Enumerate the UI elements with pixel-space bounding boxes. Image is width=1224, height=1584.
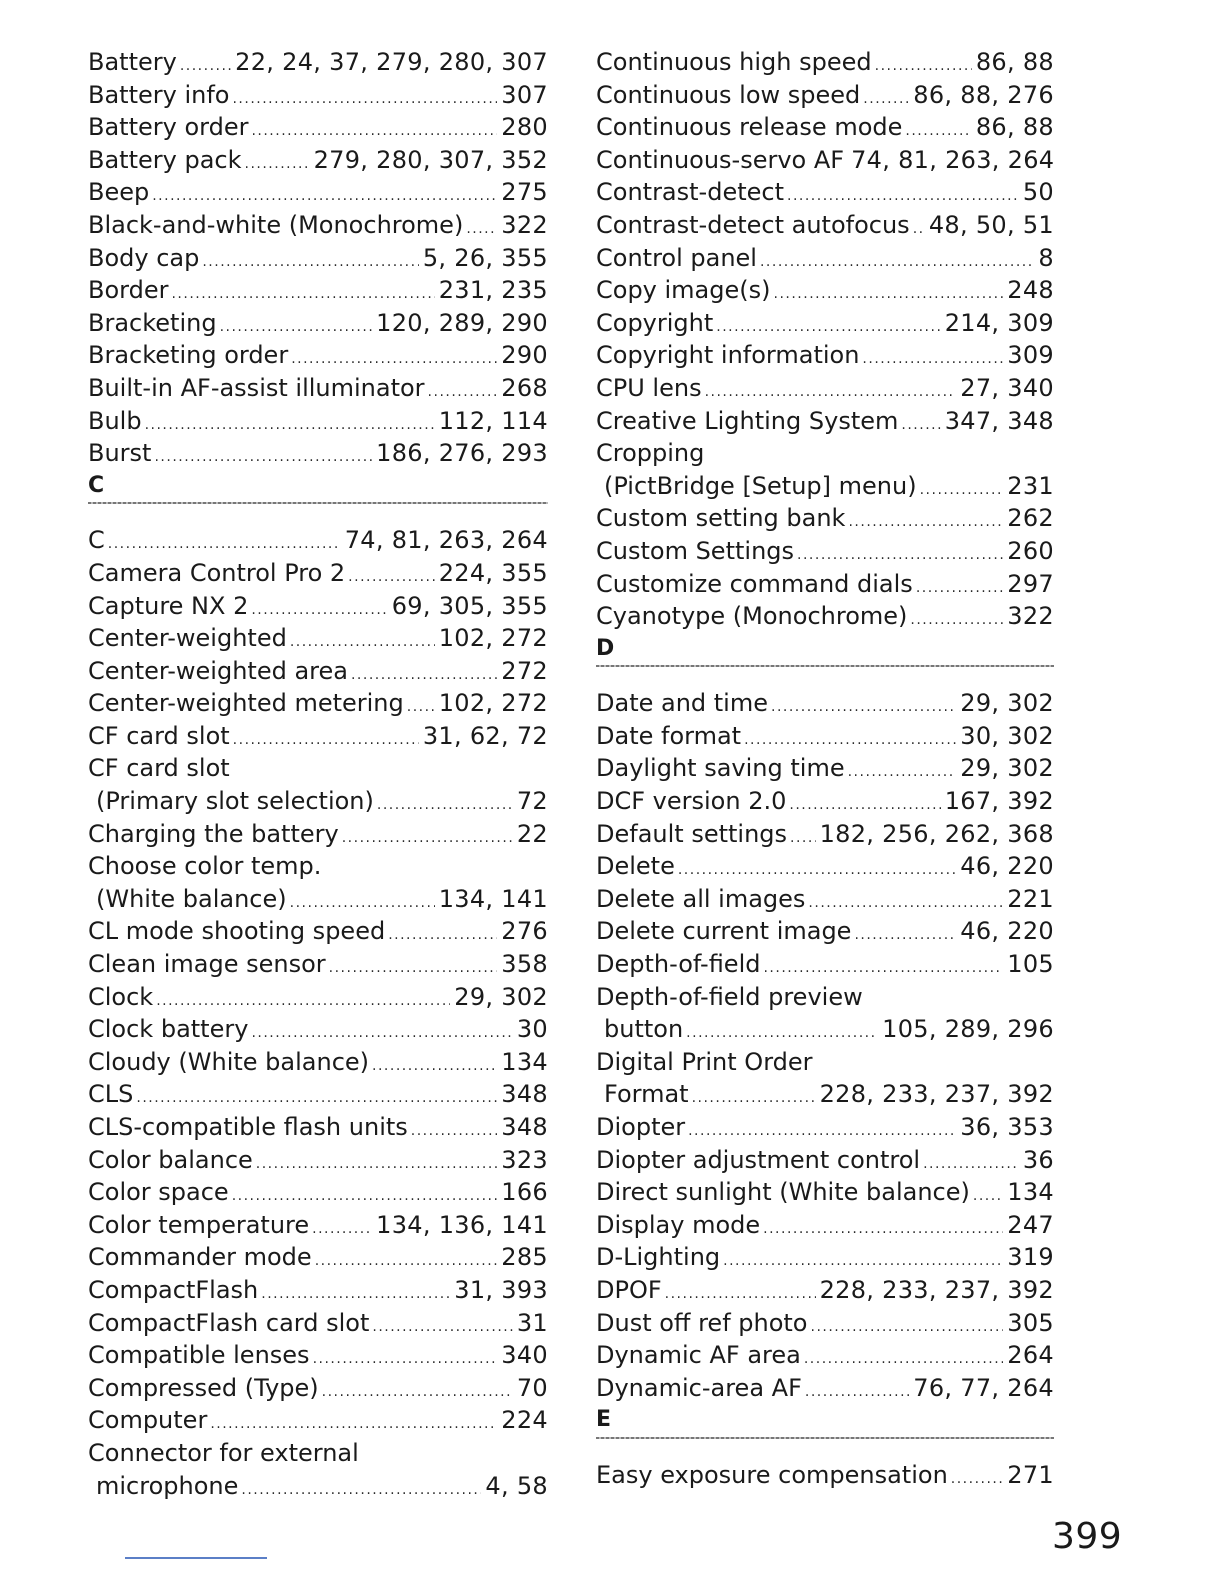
b-entries: [88, 46, 548, 470]
index-page-refs: 48, 50, 51: [928, 210, 1054, 239]
index-page-refs: 271: [1007, 1460, 1054, 1489]
dot-leader: [916, 572, 1003, 605]
section-heading-c: C: [88, 472, 105, 498]
index-entry: [88, 622, 548, 655]
index-term: Bracketing order: [88, 341, 289, 370]
index-page-refs: 105, 289, 296: [882, 1015, 1054, 1044]
index-term: Date and time: [596, 689, 768, 718]
index-entry: [88, 818, 548, 851]
index-entry: [596, 915, 1054, 948]
index-entry: [88, 590, 548, 623]
d-entries: [596, 687, 1054, 1404]
index-term: Charging the battery: [88, 819, 339, 848]
index-page-refs: 323: [501, 1145, 548, 1174]
index-entry: [88, 209, 548, 242]
index-entry: [88, 948, 548, 981]
index-term: Depth-of-field: [596, 950, 761, 979]
index-page-refs: 29, 302: [960, 754, 1054, 783]
index-term: Computer: [88, 1406, 208, 1435]
index-page-refs: 276: [501, 917, 548, 946]
index-term: C: [88, 526, 105, 555]
index-page-refs: 231, 235: [438, 276, 548, 305]
index-term: Copyright information: [596, 341, 860, 370]
index-term: Dust off ref photo: [596, 1308, 808, 1337]
index-entry: [88, 1176, 548, 1209]
index-page-refs: 134: [1007, 1178, 1054, 1207]
index-page-refs: 182, 256, 262, 368: [819, 819, 1054, 848]
index-entry: [88, 307, 548, 340]
index-term: Clean image sensor: [88, 950, 326, 979]
index-page-refs: 290: [501, 341, 548, 370]
index-term: Compressed (Type): [88, 1373, 319, 1402]
index-entry: [596, 1372, 1054, 1405]
index-page-refs: 4, 58: [485, 1471, 548, 1500]
index-entry: [88, 1111, 548, 1144]
index-entry: [88, 1241, 548, 1274]
index-entry: [596, 46, 1054, 79]
index-entry: [596, 111, 1054, 144]
index-page-refs: 285: [501, 1243, 548, 1272]
index-entry: [596, 372, 1054, 405]
index-entry: [88, 111, 548, 144]
index-entry: [88, 1339, 548, 1372]
dot-leader: [771, 691, 956, 724]
index-entry: [596, 1459, 1054, 1492]
dot-leader: [372, 1311, 512, 1344]
index-entry: [88, 785, 548, 818]
index-page-refs: 319: [1007, 1243, 1054, 1272]
index-page-refs: 31, 393: [454, 1275, 548, 1304]
index-entry: [88, 405, 548, 438]
index-entry: [88, 883, 548, 916]
index-page-refs: 134: [501, 1047, 548, 1076]
index-entry: [596, 1046, 1054, 1079]
dot-leader: [322, 1376, 513, 1409]
dot-leader: [388, 919, 497, 952]
index-term: CF card slot: [88, 754, 230, 783]
index-term: Customize command dials: [596, 569, 913, 598]
index-entry: [596, 274, 1054, 307]
index-entry: [596, 1339, 1054, 1372]
index-term: Delete current image: [596, 917, 852, 946]
index-page-refs: 348: [501, 1080, 548, 1109]
index-term: Beep: [88, 178, 150, 207]
index-entry: [596, 850, 1054, 883]
index-entry: [88, 687, 548, 720]
index-entry: [88, 1209, 548, 1242]
index-term: (White balance): [96, 884, 287, 913]
index-term: (PictBridge [Setup] menu): [604, 471, 917, 500]
index-entry: [88, 524, 548, 557]
e-entries: [596, 1459, 1054, 1492]
index-entry: [88, 1046, 548, 1079]
index-page-refs: 214, 309: [944, 308, 1054, 337]
dot-leader: [848, 756, 957, 789]
index-term: Color temperature: [88, 1210, 310, 1239]
index-entry: [596, 502, 1054, 535]
index-entry: [596, 209, 1054, 242]
index-term: Color balance: [88, 1145, 253, 1174]
index-page-refs: 22, 24, 37, 279, 280, 307: [235, 48, 548, 76]
index-page-refs: 102, 272: [438, 689, 548, 718]
index-term: Cyanotype (Monochrome): [596, 602, 908, 631]
dot-leader: [763, 1213, 1003, 1246]
dot-leader: [692, 1082, 816, 1115]
index-page-refs: 27, 340: [960, 373, 1054, 402]
index-entry: [596, 1111, 1054, 1144]
index-page-refs: 307: [501, 80, 548, 109]
index-page-refs: 134, 136, 141: [376, 1210, 548, 1239]
index-page-refs: 221: [1007, 884, 1054, 913]
section-heading-e: E: [596, 1407, 612, 1433]
index-page-refs: 260: [1007, 536, 1054, 565]
dot-leader: [411, 1115, 498, 1148]
index-entry: [88, 1470, 548, 1503]
index-page-refs: 262: [1007, 504, 1054, 533]
index-entry: [596, 470, 1054, 503]
dot-leader: [901, 409, 940, 442]
index-entry: [88, 1404, 548, 1437]
index-entry: [596, 1176, 1054, 1209]
index-entry: [596, 405, 1054, 438]
index-term: Compatible lenses: [88, 1341, 310, 1370]
index-entry: [596, 752, 1054, 785]
index-page-refs: 322: [1007, 602, 1054, 631]
index-entry: [596, 883, 1054, 916]
index-term: CompactFlash card slot: [88, 1308, 370, 1337]
index-term: Default settings: [596, 819, 788, 848]
index-term: Continuous-servo AF: [596, 145, 845, 174]
dot-leader: [312, 1213, 372, 1246]
index-term: Direct sunlight (White balance): [596, 1178, 970, 1207]
index-entry: [88, 720, 548, 753]
index-term: CF card slot: [88, 721, 230, 750]
index-term: Depth-of-field preview: [596, 982, 863, 1011]
index-page-refs: 340: [501, 1341, 548, 1370]
index-term: Custom setting bank: [596, 504, 846, 533]
index-page-refs: 46, 220: [960, 917, 1054, 946]
index-page-refs: 29, 302: [960, 689, 1054, 718]
index-page-refs: 86, 88, 276: [913, 80, 1054, 109]
index-entry: [88, 144, 548, 177]
index-term: Camera Control Pro 2: [88, 558, 346, 587]
index-term: Center-weighted: [88, 624, 287, 653]
index-term: Battery order: [88, 113, 249, 142]
index-entry: [88, 1274, 548, 1307]
index-page-refs: 224: [501, 1406, 548, 1435]
index-page-refs: 30: [516, 1015, 548, 1044]
index-entry: [596, 437, 1054, 470]
index-entry: [88, 850, 548, 883]
index-entry: [596, 242, 1054, 275]
dot-leader: [790, 822, 816, 855]
index-page-refs: 102, 272: [438, 624, 548, 653]
dot-leader: [202, 246, 419, 279]
index-term: DPOF: [596, 1275, 662, 1304]
index-term: Border: [88, 276, 169, 305]
index-page-refs: 305: [1007, 1308, 1054, 1337]
index-term: Display mode: [596, 1210, 761, 1239]
index-page-refs: 86, 88: [975, 48, 1054, 76]
index-entry: [88, 79, 548, 112]
index-entry: [88, 1078, 548, 1111]
dot-leader: [951, 1463, 1004, 1496]
index-entry: [88, 437, 548, 470]
index-term: Digital Print Order: [596, 1047, 813, 1076]
index-page-refs: 358: [501, 950, 548, 979]
index-entry: [596, 568, 1054, 601]
index-entry: [88, 981, 548, 1014]
dot-leader: [256, 1148, 498, 1181]
index-page-refs: 231: [1007, 471, 1054, 500]
index-entry: [88, 372, 548, 405]
index-entry: [88, 242, 548, 275]
index-term: Battery info: [88, 80, 230, 109]
index-term: CPU lens: [596, 373, 702, 402]
index-page-refs: 348: [501, 1113, 548, 1141]
index-page-refs: 8: [1038, 243, 1054, 272]
index-term: (Primary slot selection): [96, 787, 374, 816]
index-page-refs: 167, 392: [944, 787, 1054, 816]
index-entry: [596, 1241, 1054, 1274]
dot-leader: [920, 474, 1004, 507]
index-page-refs: 46, 220: [960, 852, 1054, 881]
index-term: Date format: [596, 721, 742, 750]
index-page-refs: 247: [1007, 1210, 1054, 1239]
index-term: DCF version 2.0: [596, 787, 787, 816]
index-page-refs: 224, 355: [438, 558, 548, 587]
dot-leader: [811, 1311, 1004, 1344]
index-term: Copyright: [596, 308, 714, 337]
index-page-refs: 74, 81, 263, 264: [851, 145, 1055, 174]
index-entry: [88, 557, 548, 590]
section-divider: [596, 665, 1054, 667]
index-entry: [596, 981, 1054, 1014]
index-page-refs: 31, 62, 72: [422, 721, 548, 750]
index-term: Daylight saving time: [596, 754, 845, 783]
index-entry: [596, 1274, 1054, 1307]
index-entry: [596, 1144, 1054, 1177]
dot-leader: [973, 1180, 1003, 1213]
index-term: Capture NX 2: [88, 591, 249, 620]
index-entry: [596, 600, 1054, 633]
index-page-refs: 31: [516, 1308, 548, 1337]
index-term: CL mode shooting speed: [88, 917, 386, 946]
index-page-refs: 36: [1022, 1145, 1054, 1174]
section-heading-d: D: [596, 635, 615, 661]
index-entry: [596, 144, 1054, 177]
index-term: Diopter: [596, 1113, 686, 1141]
index-term: Bracketing: [88, 308, 217, 337]
index-page-refs: 22: [516, 819, 548, 848]
page-number: 399: [1052, 1516, 1123, 1557]
index-entry: [596, 79, 1054, 112]
index-term: Cloudy (White balance): [88, 1047, 370, 1076]
index-entry: [88, 752, 548, 785]
index-term: Delete: [596, 852, 675, 881]
dot-leader: [372, 1050, 497, 1083]
index-term: Creative Lighting System: [596, 406, 899, 435]
index-term: Delete all images: [596, 884, 806, 913]
index-page-refs: 186, 276, 293: [376, 439, 548, 468]
index-page-refs: 69, 305, 355: [391, 591, 548, 620]
index-entry: [596, 339, 1054, 372]
index-entry: [596, 1209, 1054, 1242]
dot-leader: [342, 822, 513, 855]
index-page-refs: 297: [1007, 569, 1054, 598]
dot-leader: [233, 724, 419, 757]
index-entry: [596, 176, 1054, 209]
dot-leader: [854, 919, 956, 952]
index-page-refs: 105: [1007, 950, 1054, 979]
index-entry: [596, 785, 1054, 818]
index-page-refs: 264: [1007, 1341, 1054, 1370]
index-page-refs: 322: [501, 210, 548, 239]
section-divider: [88, 502, 548, 504]
index-term: Control panel: [596, 243, 757, 272]
index-entry: [88, 1144, 548, 1177]
index-term: Battery: [88, 48, 177, 76]
c-entries: [88, 524, 548, 1502]
index-term: Contrast-detect autofocus: [596, 210, 910, 239]
index-term: Built-in AF-assist illuminator: [88, 373, 425, 402]
index-term: D-Lighting: [596, 1243, 721, 1272]
index-page-refs: 74, 81, 263, 264: [344, 526, 548, 555]
index-entry: [88, 1372, 548, 1405]
index-page-refs: 36, 353: [960, 1113, 1054, 1141]
index-term: Custom Settings: [596, 536, 795, 565]
section-divider: [596, 1437, 1054, 1439]
dot-leader: [910, 604, 1003, 637]
index-term: CLS: [88, 1080, 134, 1109]
dot-leader: [848, 506, 1003, 539]
dot-leader: [377, 789, 513, 822]
index-entry: [596, 1013, 1054, 1046]
index-page-refs: 29, 302: [454, 982, 548, 1011]
index-entry: [596, 1078, 1054, 1111]
index-term: button: [604, 1015, 684, 1044]
index-term: Dynamic AF area: [596, 1341, 801, 1370]
index-term: Choose color temp.: [88, 852, 322, 881]
index-page-refs: 72: [516, 787, 548, 816]
index-page-refs: 275: [501, 178, 548, 207]
index-term: microphone: [96, 1471, 239, 1500]
index-term: Black-and-white (Monochrome): [88, 210, 464, 239]
index-term: Contrast-detect: [596, 178, 784, 207]
index-term: Clock battery: [88, 1015, 249, 1044]
index-term: Bulb: [88, 406, 142, 435]
index-page-refs: 86, 88: [975, 113, 1054, 142]
index-term: Copy image(s): [596, 276, 771, 305]
index-page-refs: 166: [501, 1178, 548, 1207]
index-entry: [596, 687, 1054, 720]
dot-leader: [913, 213, 925, 246]
index-term: Easy exposure compensation: [596, 1460, 948, 1489]
index-entry: [596, 720, 1054, 753]
index-column-left: [88, 46, 548, 1502]
dot-leader: [241, 1474, 481, 1507]
index-term: Center-weighted area: [88, 656, 348, 685]
index-entry: [88, 915, 548, 948]
index-entry: [88, 1307, 548, 1340]
index-page-refs: 309: [1007, 341, 1054, 370]
index-column-right: [596, 46, 1054, 1492]
dot-leader: [232, 83, 497, 116]
index-entry: [88, 655, 548, 688]
index-page-refs: 5, 26, 355: [422, 243, 548, 272]
index-term: CLS-compatible flash units: [88, 1113, 408, 1141]
index-page-refs: 228, 233, 237, 392: [819, 1275, 1054, 1304]
dot-leader: [245, 148, 310, 181]
index-entry: [88, 1013, 548, 1046]
index-page-refs: 70: [516, 1373, 548, 1402]
index-page-refs: 120, 289, 290: [376, 308, 548, 337]
index-term: CompactFlash: [88, 1275, 259, 1304]
index-page-refs: 76, 77, 264: [913, 1373, 1054, 1402]
index-term: Center-weighted metering: [88, 689, 404, 718]
index-page-refs: 347, 348: [944, 406, 1054, 435]
footer-rule: [125, 1557, 267, 1559]
index-entry: [88, 274, 548, 307]
dot-leader: [313, 1343, 498, 1376]
index-page-refs: 280: [501, 113, 548, 142]
index-term: Cropping: [596, 439, 705, 468]
index-term: Battery pack: [88, 145, 242, 174]
index-term: Commander mode: [88, 1243, 312, 1272]
index-page-refs: 50: [1022, 178, 1054, 207]
index-entry: [596, 535, 1054, 568]
dot-leader: [805, 1376, 909, 1409]
index-page-refs: 112, 114: [438, 406, 548, 435]
index-term: Continuous high speed: [596, 48, 872, 76]
index-term: Clock: [88, 982, 154, 1011]
dot-leader: [154, 441, 372, 474]
index-page-refs: 279, 280, 307, 352: [313, 145, 548, 174]
index-page-refs: 268: [501, 373, 548, 402]
index-term: Continuous release mode: [596, 113, 903, 142]
index-entry: [88, 1437, 548, 1470]
index-term: Diopter adjustment control: [596, 1145, 921, 1174]
index-entry: [596, 948, 1054, 981]
index-entry: [596, 1307, 1054, 1340]
c-entries-continued: [596, 46, 1054, 633]
index-page-refs: 272: [501, 656, 548, 685]
index-entry: [88, 46, 548, 79]
index-entry: [88, 176, 548, 209]
index-page-refs: 30, 302: [960, 721, 1054, 750]
index-term: Format: [604, 1080, 689, 1109]
index-page-refs: 228, 233, 237, 392: [819, 1080, 1054, 1109]
index-term: Burst: [88, 439, 152, 468]
index-term: Continuous low speed: [596, 80, 861, 109]
index-term: Connector for external: [88, 1438, 359, 1467]
index-entry: [596, 307, 1054, 340]
index-page-refs: 248: [1007, 276, 1054, 305]
index-term: Color space: [88, 1178, 229, 1207]
index-page-refs: 134, 141: [438, 884, 548, 913]
index-entry: [88, 339, 548, 372]
index-entry: [596, 818, 1054, 851]
index-term: Dynamic-area AF: [596, 1373, 802, 1402]
dot-leader: [760, 246, 1034, 279]
index-term: Body cap: [88, 243, 200, 272]
